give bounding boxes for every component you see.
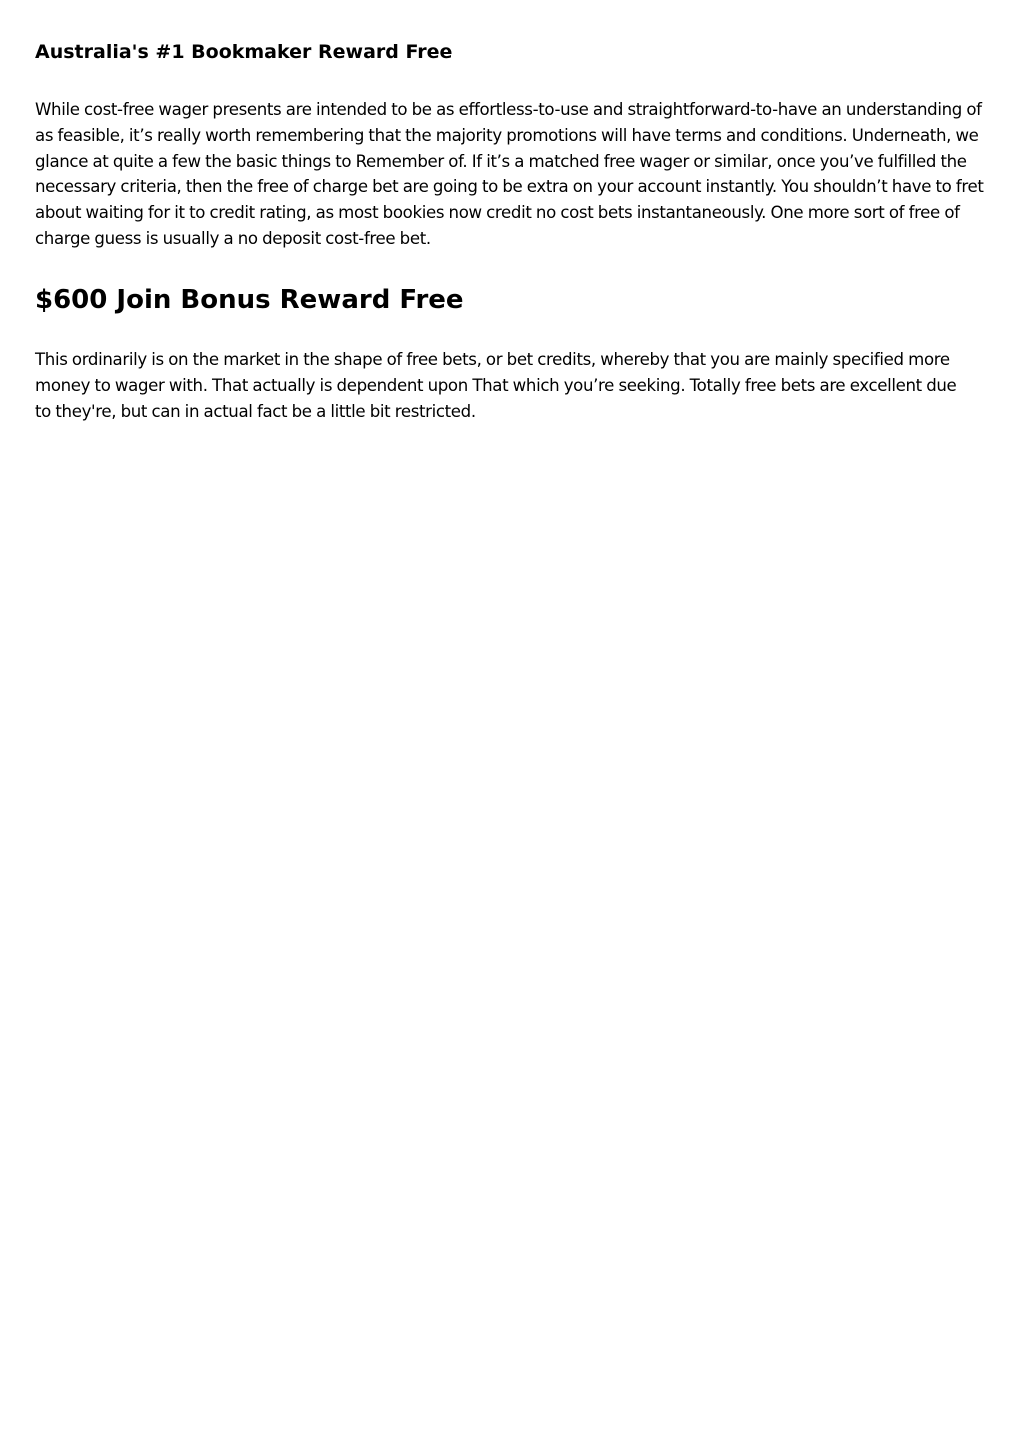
section-heading-bookmaker-reward: Australia's #1 Bookmaker Reward Free — [35, 41, 453, 63]
section-heading-join-bonus: $600 Join Bonus Reward Free — [35, 285, 464, 315]
section-paragraph-bookmaker-reward: While cost-free wager presents are intended to be as effortless-to-use and straightforward-to-have an understanding of as feasible, it’s really worth remembering that the majority promotions will have terms and conditions. Underneath, we glance at quite a few the basic things to Remember of. If it’s a matched free wager or similar, once you’ve fulfilled the necessary criteria, then the free of charge bet are going to be extra on your account instantly. You shouldn’t have to fret about waiting for it to credit rating, as most bookies now credit no cost bets instantaneously. One more sort of free of charge guess is usually a no deposit cost-free bet. — [35, 100, 984, 248]
section-paragraph-join-bonus: This ordinarily is on the market in the shape of free bets, or bet credits, whereby that you are mainly specified more money to wager with. That actually is dependent upon That which you’re seeking. Totally free bets are excellent due to they're, but can in actual fact be a little bit restricted. — [35, 350, 957, 421]
